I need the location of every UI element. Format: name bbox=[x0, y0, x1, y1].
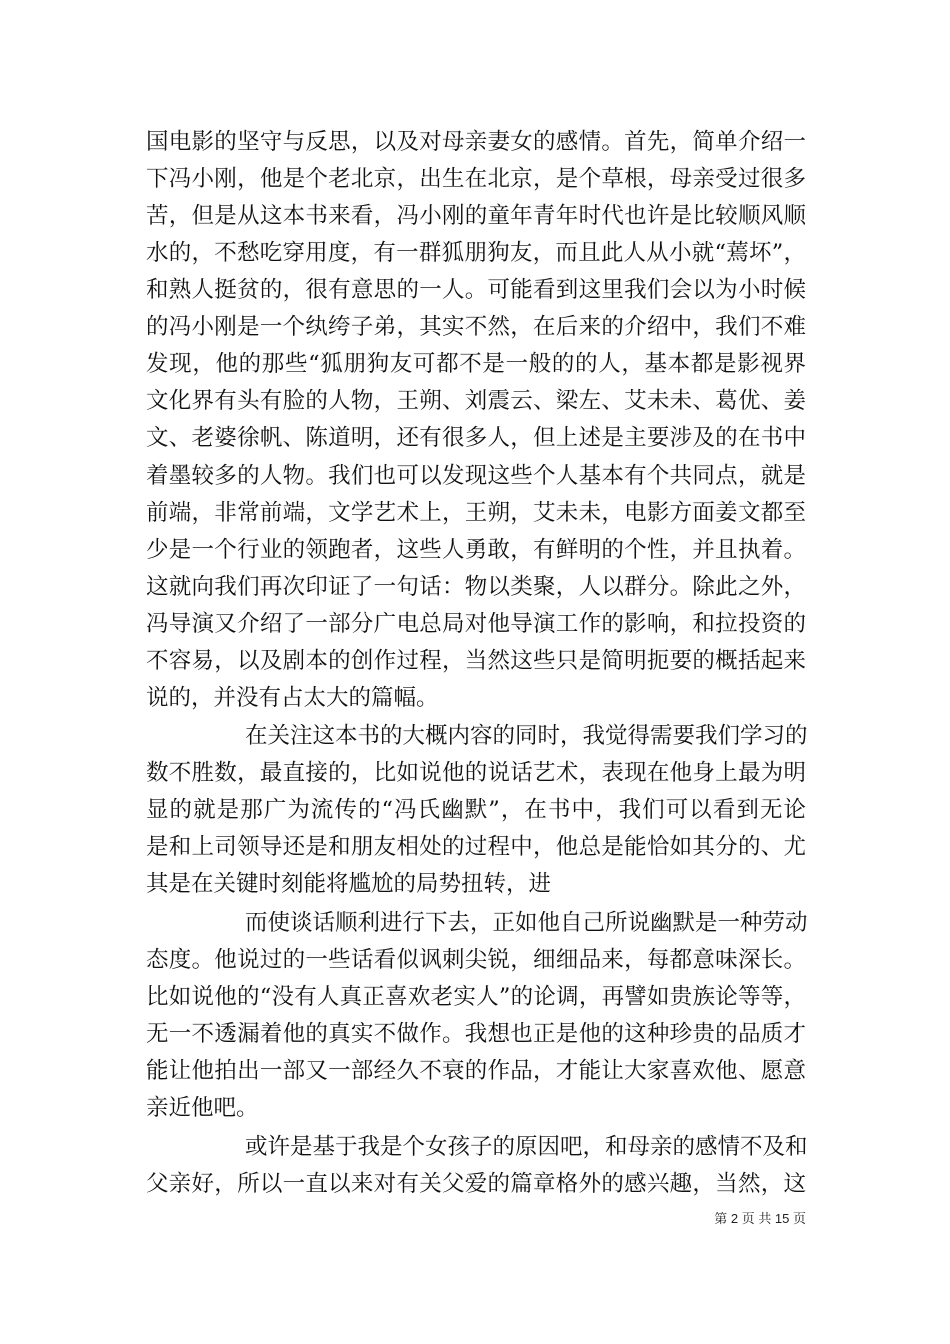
text-line: 这就向我们再次印证了一句话：物以类聚，人以群分。除此之外， bbox=[146, 574, 806, 600]
text-line: 其是在关键时刻能将尴尬的局势扭转，进 bbox=[146, 871, 552, 897]
text-line: 苦，但是从这本书来看，冯小刚的童年青年时代也许是比较顺风顺 bbox=[146, 203, 806, 229]
text-line: 前端，非常前端，文学艺术上，王朔，艾未未，电影方面姜文都至 bbox=[146, 500, 806, 526]
text-line: 在关注这本书的大概内容的同时，我觉得需要我们学习的 bbox=[245, 723, 808, 749]
text-line: 或许是基于我是个女孩子的原因吧，和母亲的感情不及和 bbox=[245, 1134, 808, 1160]
text-line: 文、老婆徐帆、陈道明，还有很多人，但上述是主要涉及的在书中 bbox=[146, 425, 806, 451]
text-line: 下冯小刚，他是个老北京，出生在北京，是个草根，母亲受过很多 bbox=[146, 166, 806, 192]
text-line: 的冯小刚是一个纨绔子弟，其实不然，在后来的介绍中，我们不难 bbox=[146, 314, 806, 340]
text-line: 能让他拍出一部又一部经久不衰的作品，才能让大家喜欢他、愿意 bbox=[146, 1058, 806, 1084]
text-line: 文化界有头有脸的人物，王朔、刘震云、梁左、艾未未、葛优、姜 bbox=[146, 388, 806, 414]
page-number-footer: 第 2 页 共 15 页 bbox=[714, 1211, 806, 1226]
text-line: 水的，不愁吃穿用度，有一群狐朋狗友，而且此人从小就“蔫坏”， bbox=[146, 240, 806, 266]
text-line: 不容易，以及剧本的创作过程，当然这些只是简明扼要的概括起来 bbox=[146, 648, 806, 674]
text-line: 而使谈话顺利进行下去，正如他自己所说幽默是一种劳动 bbox=[245, 910, 808, 936]
text-line: 少是一个行业的领跑者，这些人勇敢，有鲜明的个性，并且执着。 bbox=[146, 537, 806, 563]
text-line: 是和上司领导还是和朋友相处的过程中，他总是能恰如其分的、尤 bbox=[146, 834, 806, 860]
text-line: 父亲好，所以一直以来对有关父爱的篇章格外的感兴趣，当然，这 bbox=[146, 1171, 806, 1197]
text-line: 亲近他吧。 bbox=[146, 1095, 259, 1121]
text-line: 显的就是那广为流传的“冯氏幽默”，在书中，我们可以看到无论 bbox=[146, 797, 806, 823]
text-line: 和熟人挺贫的，很有意思的一人。可能看到这里我们会以为小时候 bbox=[146, 277, 806, 303]
text-line: 数不胜数，最直接的，比如说他的说话艺术，表现在他身上最为明 bbox=[146, 760, 806, 786]
text-line: 态度。他说过的一些话看似讽刺尖锐，细细品来，每都意味深长。 bbox=[146, 947, 806, 973]
text-line: 比如说他的“没有人真正喜欢老实人”的论调，再譬如贵族论等等， bbox=[146, 984, 806, 1010]
text-line: 国电影的坚守与反思，以及对母亲妻女的感情。首先，简单介绍一 bbox=[146, 129, 806, 155]
text-line: 说的，并没有占太大的篇幅。 bbox=[146, 685, 439, 711]
text-line: 冯导演又介绍了一部分广电总局对他导演工作的影响，和拉投资的 bbox=[146, 611, 806, 637]
text-line: 无一不透漏着他的真实不做作。我想也正是他的这种珍贵的品质才 bbox=[146, 1021, 806, 1047]
text-line: 发现，他的那些“狐朋狗友可都不是一般的的人，基本都是影视界 bbox=[146, 351, 806, 377]
text-line: 着墨较多的人物。我们也可以发现这些个人基本有个共同点，就是 bbox=[146, 463, 806, 489]
